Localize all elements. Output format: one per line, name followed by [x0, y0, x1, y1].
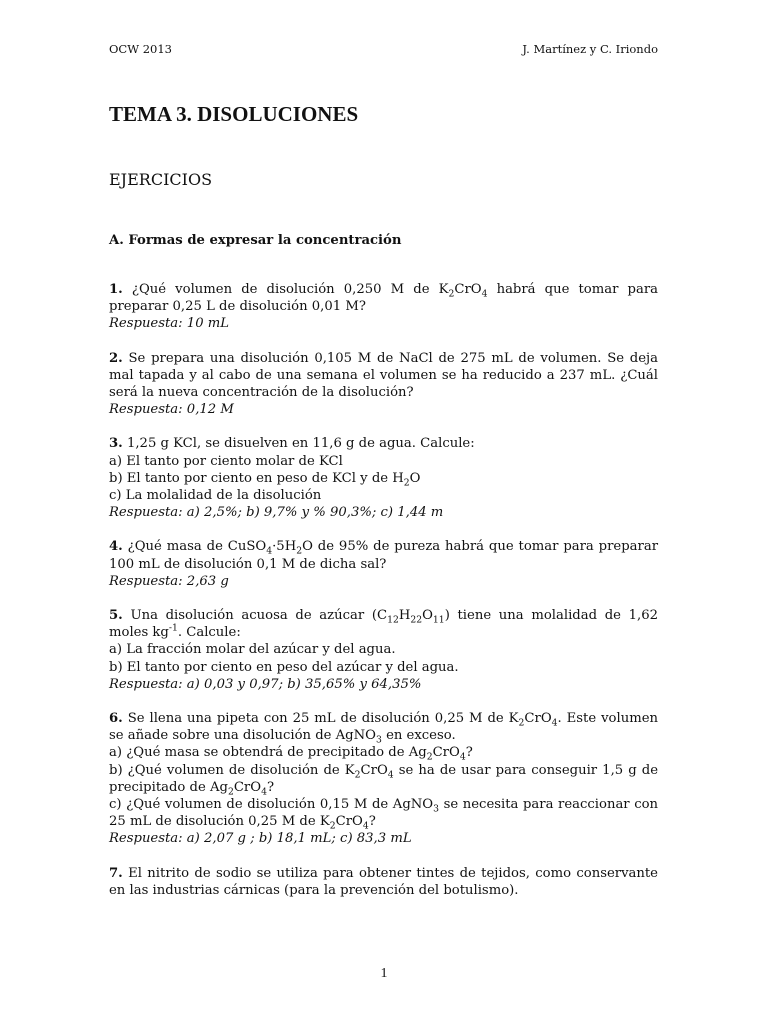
exercise-question [109, 607, 658, 641]
exercise-number: 6. [109, 711, 123, 727]
exercise-text: Una disolución acuosa de azúcar $(C_{12}H_{22}O_{11})$ tiene una molalidad de 1,62 moles $kg^{-1}$. Calcule: [109, 608, 658, 641]
exercise-number: 7. [109, 865, 123, 881]
exercise-1 [109, 281, 658, 333]
header-authors: J. Martínez y C. Iriondo [522, 42, 658, 56]
exercise-subitem: a) ¿Qué masa se obtendrá de precipitado de $Ag_2CrO_4$? [109, 745, 473, 764]
exercises-heading: EJERCICIOS [109, 170, 213, 189]
exercise-text: El nitrito de sodio se utiliza para obtener tintes de tejidos, como conservante en las industrias cárnicas (para la prevención del botulismo). [109, 865, 658, 898]
exercise-number: 4. [109, 539, 123, 555]
exercise-answer: Respuesta: 10 mL [109, 316, 230, 332]
exercise-7 [109, 865, 658, 899]
exercise-4 [109, 538, 658, 590]
exercise-subitem: b) El tanto por ciento en peso de KCl y de $H_2O$ [109, 470, 421, 489]
exercise-subitem: b) ¿Qué volumen de disolución de $K_2CrO_4$ se ha de usar para conseguir 1,5 g de precipitado de $Ag_2CrO_4$? [109, 762, 659, 798]
exercise-number: 5. [109, 608, 123, 624]
exercise-subitem: a) El tanto por ciento molar de KCl [109, 453, 343, 469]
exercise-list [109, 281, 658, 916]
exercise-question [109, 350, 658, 402]
header-course: OCW 2013 [109, 42, 172, 56]
exercise-question [109, 281, 658, 315]
exercise-subitem: a) La fracción molar del azúcar y del agua. [109, 642, 396, 658]
exercise-6 [109, 710, 658, 848]
exercise-5 [109, 607, 658, 693]
exercise-question [109, 710, 658, 744]
exercise-number: 3. [109, 436, 123, 452]
exercise-text: ¿Qué masa de $CuSO_4\cdot 5H_2O$ de 95% de pureza habrá que tomar para preparar 100 mL de disolución 0,1 M de dicha sal? [109, 539, 659, 572]
exercise-question [109, 538, 658, 572]
exercise-text: Se llena una pipeta con 25 mL de disolución 0,25 M de $K_2CrO_4$. Este volumen se añade sobre una disolución de AgNO$_3$ en exceso. [109, 711, 659, 746]
exercise-answer: Respuesta: a) 2,07 g ; b) 18,1 mL; c) 83,3 mL [109, 831, 412, 847]
exercise-3 [109, 435, 658, 521]
exercise-question [109, 865, 658, 899]
section-heading: A. Formas de expresar la concentración [109, 233, 402, 248]
exercise-answer: Respuesta: a) 0,03 y 0,97; b) 35,65% y 64,35% [109, 676, 422, 692]
exercise-number: 1. [109, 282, 123, 297]
exercise-subitem: b) El tanto por ciento en peso del azúcar y del agua. [109, 659, 459, 675]
exercise-2 [109, 350, 658, 419]
exercise-number: 2. [109, 350, 123, 366]
document-title: TEMA 3. DISOLUCIONES [109, 102, 359, 126]
exercise-text: 1,25 g KCl, se disuelven en 11,6 g de agua. Calcule: [122, 436, 475, 452]
exercise-subitem: c) La molalidad de la disolución [109, 488, 322, 504]
exercise-subitem: c) ¿Qué volumen de disolución 0,15 M de AgNO$_3$ se necesita para reaccionar con 25 mL de disolución 0,25 M de $K_2CrO_4$? [109, 797, 659, 832]
page-number: 1 [380, 966, 388, 981]
exercise-answer: Respuesta: 0,12 M [109, 402, 234, 418]
exercise-text: ¿Qué volumen de disolución 0,250 M de $K_2CrO_4$ habrá que tomar para preparar 0,25 L de disolución 0,01 M? [109, 282, 658, 315]
exercise-answer: Respuesta: 2,63 g [109, 573, 229, 589]
exercise-answer: Respuesta: a) 2,5%; b) 9,7% y % 90,3%; c) 1,44 m [109, 505, 444, 521]
exercise-text: Se prepara una disolución 0,105 M de NaCl de 275 mL de volumen. Se deja mal tapada y al cabo de una semana el volumen se ha reducido a 237 mL. ¿Cuál será la nueva concentración de la disolución? [109, 350, 658, 401]
exercise-question [109, 435, 658, 452]
